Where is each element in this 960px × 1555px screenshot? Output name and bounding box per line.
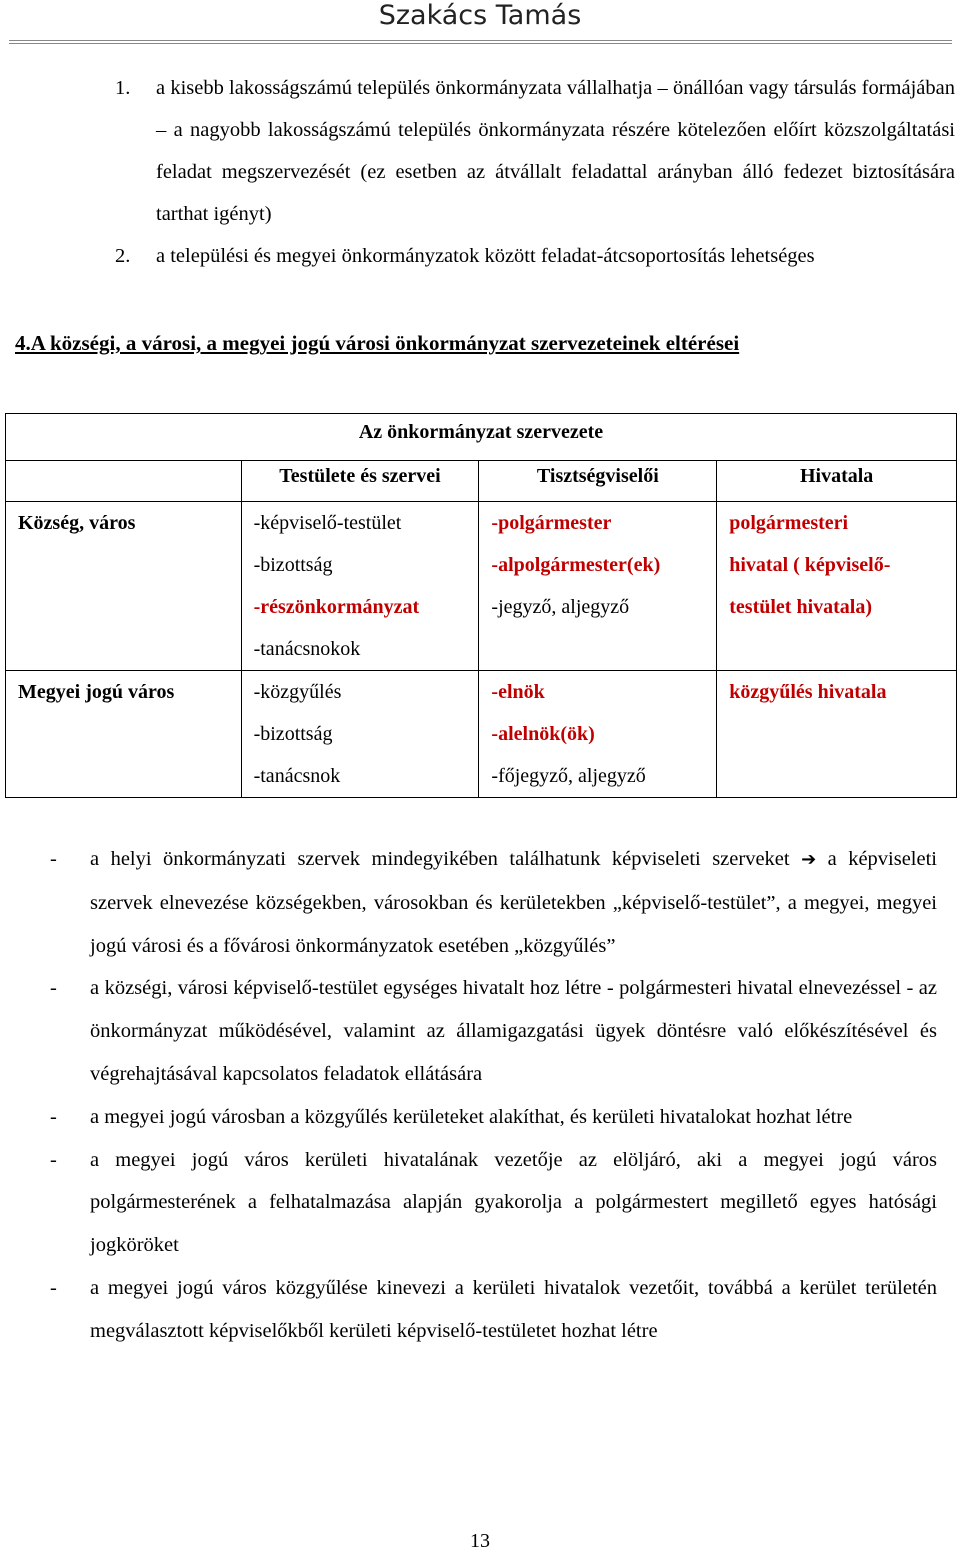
- right-arrow-icon: ➔: [801, 849, 817, 870]
- bullet-text: a megyei jogú városban a közgyűlés kerületeket alakíthat, és kerületi hivatalokat hozhat létre: [90, 1105, 853, 1128]
- item-text: a települési és megyei önkormányzatok között feladat-átcsoportosítás lehetséges: [156, 245, 815, 267]
- bullet-dash: -: [50, 1148, 57, 1171]
- officials-cell: [479, 671, 717, 798]
- bodies-line: -részönkormányzat: [253, 596, 420, 618]
- officials-line: -főjegyző, aljegyző: [491, 765, 646, 787]
- numbered-item-2: [115, 235, 955, 277]
- row-label: Község, város: [6, 502, 242, 671]
- column-header-bodies: Testülete és szervei: [241, 461, 479, 502]
- page-number: 13: [470, 1530, 490, 1552]
- bullet-item-3: [50, 1096, 937, 1139]
- bullet-text-after-arrow: a képviseleti szervek elnevezése községekben, városokban és kerületekben „képviselő-testület”, a megyei, megyei jogú városi és a fővárosi önkormányzatok esetében „közgyűlés”: [90, 848, 937, 957]
- bullet-dash: -: [50, 977, 57, 1000]
- bodies-line: -tanácsnok: [253, 765, 341, 787]
- office-line: polgármesteri: [729, 512, 849, 534]
- bodies-cell: [241, 502, 479, 671]
- bodies-line: -közgyűlés: [253, 681, 342, 703]
- bodies-line: -bizottság: [253, 554, 333, 576]
- table-row: [6, 502, 957, 671]
- column-header-office: Hivatala: [717, 461, 957, 502]
- office-cell: [717, 671, 957, 798]
- item-text: a kisebb lakosságszámú település önkormányzata vállalhatja – önállóan vagy társulás formájában – a nagyobb lakosságszámú település önkormányzata részére kötelezően előírt közszolgáltatási feladat megszervezését (ez esetben az átvállalt feladattal arányban álló fedezet biztosítására tarthat igényt): [156, 77, 955, 225]
- table-row: [6, 671, 957, 798]
- office-cell: [717, 502, 957, 671]
- bullet-item-4: [50, 1139, 937, 1267]
- officials-cell: [479, 502, 717, 671]
- bodies-line: -tanácsnokok: [253, 638, 361, 660]
- column-header-empty: [6, 461, 242, 502]
- table-title: Az önkormányzat szervezete: [6, 414, 957, 461]
- column-header-officials: Tisztségviselői: [479, 461, 717, 502]
- officials-line: -polgármester: [491, 512, 612, 534]
- bullet-dash: -: [50, 848, 57, 870]
- bullet-text: a megyei jogú város közgyűlése kinevezi a kerületi hivatalok vezetőit, továbbá a kerület területén megválasztott képviselőkből kerületi képviselő-testületet hozhat létre: [90, 1276, 937, 1342]
- header-rule: [9, 40, 952, 41]
- bodies-line: -képviselő-testület: [253, 512, 402, 534]
- bodies-cell: [241, 671, 479, 798]
- section-heading: 4.A községi, a városi, a megyei jogú városi önkormányzat szervezeteinek eltérései: [15, 331, 740, 355]
- numbered-list: [115, 67, 955, 277]
- officials-line: -alelnök(ök): [491, 723, 595, 745]
- bullet-item-5: [50, 1267, 937, 1353]
- item-number: 2.: [115, 245, 131, 267]
- office-line: közgyűlés hivatala: [729, 681, 887, 703]
- bullet-text: a községi, városi képviselő-testület egységes hivatalt hoz létre - polgármesteri hivatal elnevezéssel - az önkormányzat működésével, valamint az államigazgatási ügyek döntésre való előkészítésével és végrehajtásával kapcsolatos feladatok ellátására: [90, 977, 937, 1085]
- bullet-dash: -: [50, 1105, 57, 1128]
- bodies-line: -bizottság: [253, 723, 333, 745]
- bullet-text-before-arrow: a helyi önkormányzati szervek mindegyikében találhatunk képviseleti szerveket: [90, 848, 790, 870]
- bullet-list: [50, 838, 937, 1353]
- row-label: Megyei jogú város: [6, 671, 242, 798]
- office-line: testület hivatala): [729, 596, 873, 618]
- officials-line: -jegyző, aljegyző: [491, 596, 630, 618]
- bullet-item-1: [50, 838, 937, 967]
- bullet-item-2: [50, 967, 937, 1095]
- officials-line: -elnök: [491, 681, 545, 703]
- office-line: hivatal ( képviselő-: [729, 554, 891, 576]
- bullet-text: a megyei jogú város kerületi hivatalának vezetője az elöljáró, aki a megyei jogú város polgármesterének a felhatalmazása alapján gyakorolja a polgármestert megillető egyes hatósági jogköröket: [90, 1148, 937, 1257]
- numbered-item-1: [115, 67, 955, 235]
- item-number: 1.: [115, 77, 131, 99]
- officials-line: -alpolgármester(ek): [491, 554, 661, 576]
- bullet-dash: -: [50, 1276, 57, 1299]
- header-title: Szakács Tamás: [378, 0, 582, 31]
- organization-table: [5, 413, 957, 798]
- header-rule-secondary: [9, 43, 952, 44]
